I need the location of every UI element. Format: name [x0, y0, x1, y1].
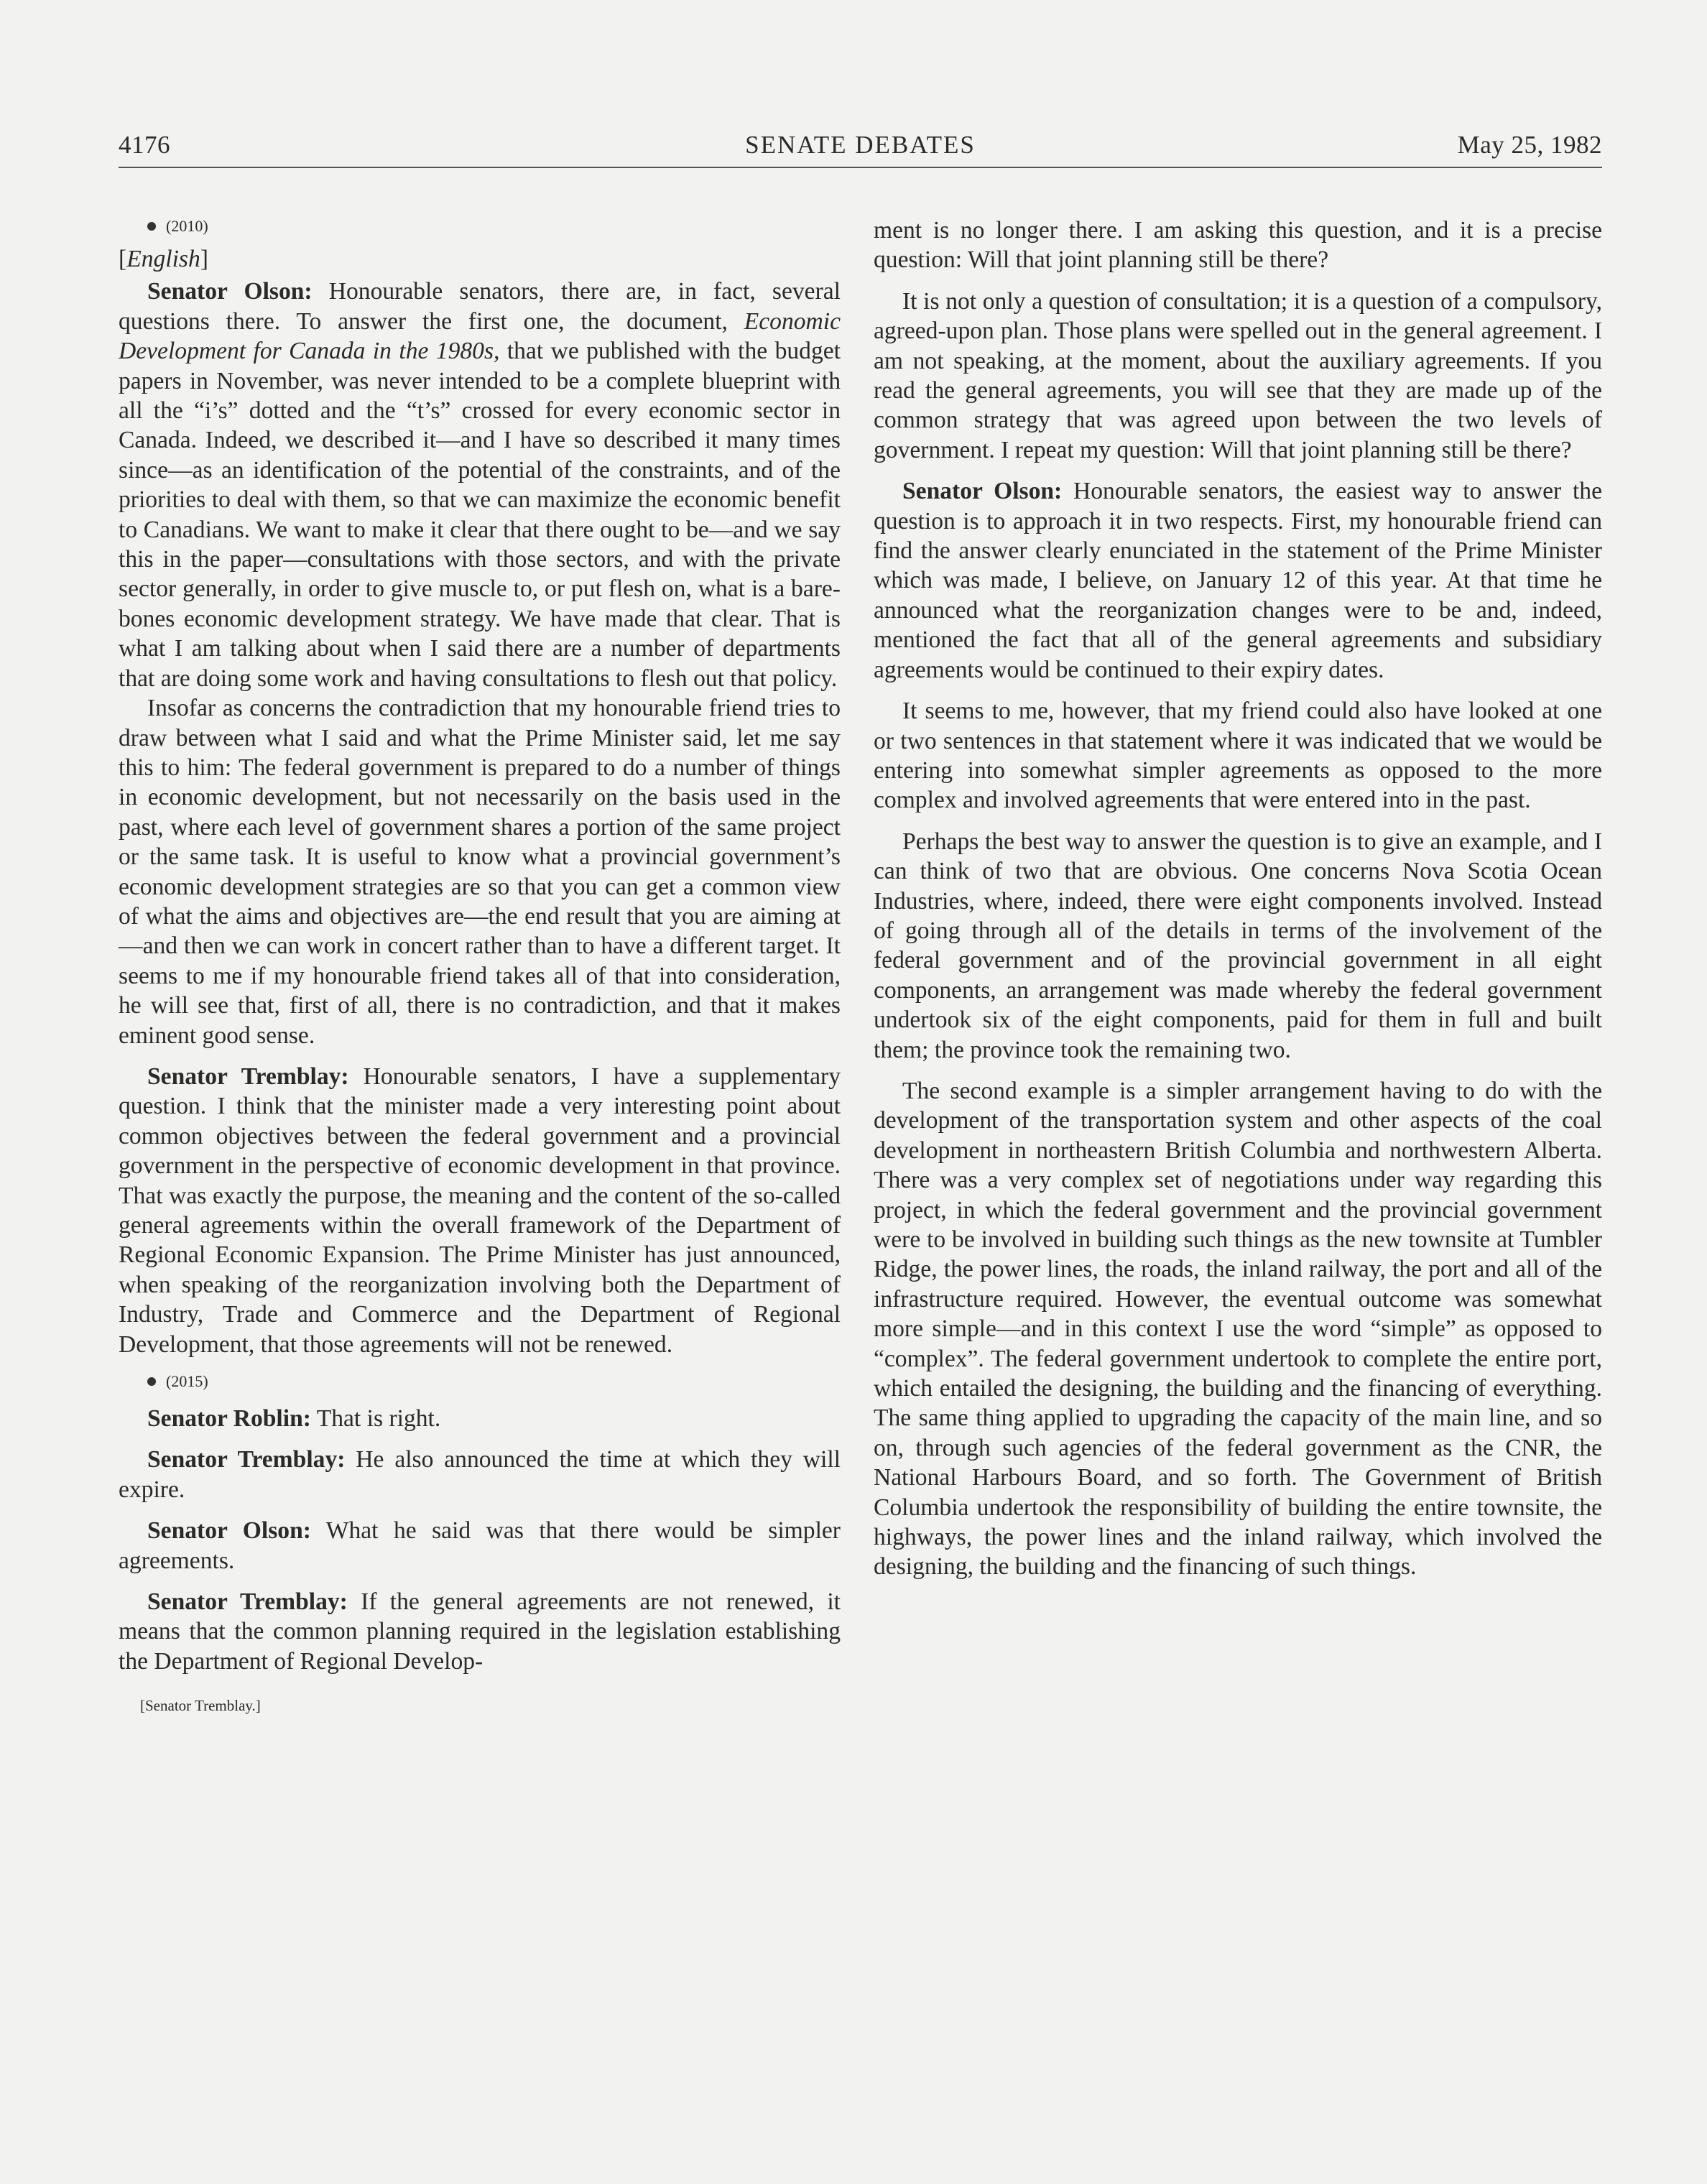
speaker-footnote: [Senator Tremblay.]	[140, 1697, 261, 1715]
speech-paragraph: Senator Tremblay: Honourable senators, I have a supplementary question. I think that the minister made a very interesting point about common objectives between the federal government and a provincial government in the perspective of economic development in that province. That was exactly the purpose, the meaning and the content of the so-called general agreements within the overall framework of the Department of Regional Economic Expansion. The Prime Minister has just announced, when speaking of the reorganization involving both the Department of Industry, Trade and Commerce and the Department of Regional Development, that those agreements will not be renewed.	[119, 1063, 841, 1358]
speech-paragraph: Senator Tremblay: If the general agreements are not renewed, it means that the common planning required in the legislation establishing the Department of Regional Develop-	[119, 1588, 841, 1675]
speech-paragraph: ment is no longer there. I am asking this question, and it is a precise question: Will that joint planning still be there?	[874, 217, 1602, 274]
speaker-name: Senator Olson:	[147, 1517, 311, 1545]
speech-paragraph: It seems to me, however, that my friend could also have looked at one or two sentences in that statement where it was indicated that we would be entering into somewhat simpler agreements as opposed to the more complex and involved agreements that were entered into in the past.	[874, 698, 1602, 814]
speech-paragraph: The second example is a simpler arrangement having to do with the development of the transportation system and other aspects of the coal development in northeastern British Columbia and northwestern Alberta. There was a very complex set of negotiations under way regarding this project, in which the federal government and the provincial government were to be involved in building such things as the new townsite at Tumbler Ridge, the power lines, the roads, the inland railway, the port and all of the infrastructure required. However, the eventual outcome was somewhat more simple—and in this context I use the word “simple” as opposed to “complex”. The federal government undertook to complete the entire port, which entailed the designing, the building and the financing of everything. The same thing applied to upgrading the capacity of the main line, and so on, through such agencies of the federal government as the CNR, the National Harbours Board, and so forth. The Government of British Columbia undertook the responsibility of building the entire townsite, the highways, the power lines and the inland railway, which involved the designing, the building and the financing of such things.	[874, 1077, 1602, 1581]
speaker-name: Senator Tremblay:	[147, 1588, 348, 1616]
bullet-icon	[147, 222, 156, 231]
speech-paragraph: It is not only a question of consultation; it is a question of a compulsory, agreed-upon plan. Those plans were spelled out in the general agreement. I am not speaking, at the moment, about the auxiliary agreements. If you read the general agreements, you will see that they are made up of the common strategy that was agreed upon between the two levels of government. I repeat my question: Will that joint planning still be there?	[874, 287, 1602, 463]
page-header	[119, 131, 1602, 168]
document-title: Economic Development for Canada in the 1980s,	[119, 307, 841, 365]
speech-paragraph: Senator Olson: What he said was that there would be simpler agreements.	[119, 1517, 841, 1574]
publication-date: May 25, 1982	[1457, 131, 1602, 159]
right-column	[874, 216, 1602, 1582]
speaker-name: Senator Tremblay:	[147, 1063, 349, 1090]
left-column	[119, 216, 841, 1716]
timestamp-marker: (2015)	[119, 1371, 841, 1392]
page-number: 4176	[119, 131, 170, 159]
speaker-name: Senator Olson:	[902, 478, 1063, 505]
speech-paragraph: Senator Olson: Honourable senators, there are, in fact, several questions there. To answer the first one, the document, Economic Development for Canada in the 1980s, that we published with the budget papers in November, was never intended to be a complete blueprint with all the “i’s” dotted and the “t’s” crossed for every economic sector in Canada. Indeed, we described it—and I have so described it many times since—as an identification of the potential of the constraints, and of the priorities to deal with them, so that we can maximize the economic benefit to Canadians. We want to make it clear that there ought to be—and we say this in the paper—consultations with those sectors, and with the private sector generally, in order to give muscle to, or put flesh on, what is a bare-bones economic development strategy. We have made that clear. That is what I am talking about when I said there are a number of departments that are doing some work and having consultations to flesh out that policy.	[119, 278, 841, 692]
speech-paragraph: Senator Tremblay: He also announced the time at which they will expire.	[119, 1446, 841, 1503]
speech-paragraph: Perhaps the best way to answer the question is to give an example, and I can think of two that are obvious. One concerns Nova Scotia Ocean Industries, where, indeed, there were eight components involved. Instead of going through all of the details in terms of the involvement of the federal government and of the provincial government in all eight components, an arrangement was made whereby the federal government undertook six of the eight components, paid for them in full and built them; the province took the remaining two.	[874, 828, 1602, 1063]
speaker-name: Senator Olson:	[147, 278, 313, 305]
bullet-icon	[147, 1377, 156, 1386]
publication-title: SENATE DEBATES	[745, 131, 976, 159]
timestamp-marker: (2010)	[119, 216, 841, 237]
speaker-name: Senator Roblin:	[147, 1405, 311, 1433]
speech-paragraph: Senator Roblin: That is right.	[147, 1405, 441, 1433]
speech-paragraph: Senator Olson: Honourable senators, the easiest way to answer the question is to approach it in two respects. First, my honourable friend can find the answer clearly enunciated in the statement of the Prime Minister which was made, I believe, on January 12 of this year. At that time he announced what the reorganization changes were to be and, indeed, mentioned the fact that all of the general agreements and subsidiary agreements would be continued to their expiry dates.	[874, 478, 1602, 683]
language-tag: [English]	[119, 246, 208, 272]
speaker-name: Senator Tremblay:	[147, 1446, 346, 1473]
speech-paragraph: Insofar as concerns the contradiction that my honourable friend tries to draw between what I said and what the Prime Minister said, let me say this to him: The federal government is prepared to do a number of things in economic development, but not necessarily on the basis used in the past, where each level of government shares a portion of the same project or the same task. It is useful to know what a provincial government’s economic development strategies are so that you can get a common view of what the aims and objectives are—the end result that you are aiming at—and then we can work in concert rather than to have a different target. It seems to me if my honourable friend takes all of that into consideration, he will see that, first of all, there is no contradiction, and that it makes eminent good sense.	[119, 695, 841, 1049]
